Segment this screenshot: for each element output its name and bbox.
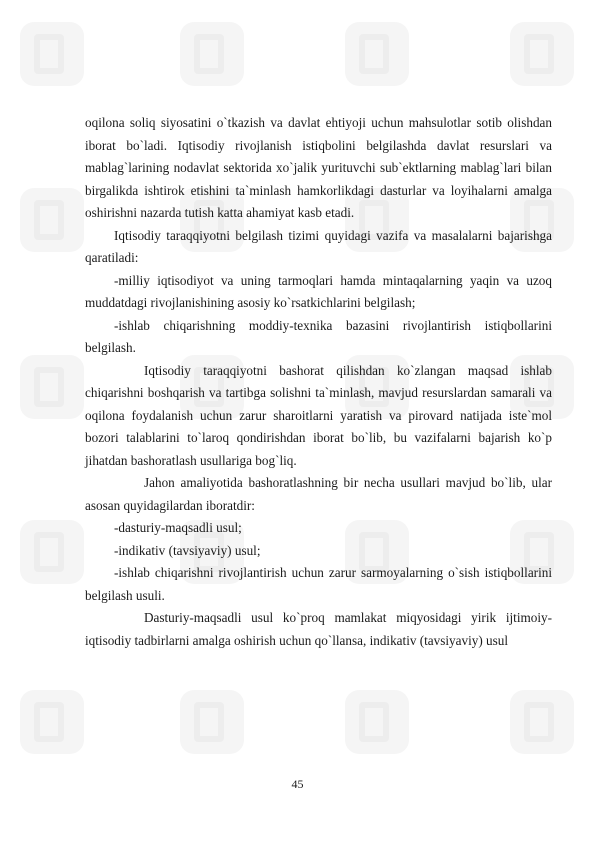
document-watermark-icon [345,22,409,86]
document-watermark-icon [180,690,244,754]
document-watermark-icon [20,690,84,754]
document-watermark-icon [510,22,574,86]
list-item: -ishlab chiqarishning moddiy-texnika bazasini rivojlantirish istiqbollarini belgilash. [85,317,552,355]
paragraph: Iqtisodiy taraqqiyotni bashorat qilishdan ko`zlangan maqsad ishlab chiqarishni boshqarish va tartibga solishni ta`minlash, mavjud resurslardan samarali va oqilona foydalanish uchun zarur sharoitlarni yaratish va pirovard natijada iste`mol bozori talablarini to`laroq qondirishdan iborat bo`lib, bu vazifalarni bajarish ko`p jihatdan bashoratlash usullariga bog`liq. [85,362,552,468]
paragraph: Iqtisodiy taraqqiyotni belgilash tizimi quyidagi vazifa va masalalarni bajarishga qaratiladi: [85,227,552,265]
list-item: -ishlab chiqarishni rivojlantirish uchun zarur sarmoyalarning o`sish istiqbollarini belgilash usuli. [85,565,552,603]
document-watermark-icon [20,188,84,252]
page-number: 45 [291,777,304,791]
paragraph: Dasturiy-maqsadli usul ko`proq mamlakat miqyosidagi yirik ijtimoiy-iqtisodiy tadbirlarni amalga oshirish uchun qo`llansa, indikativ (tavsiyaviy) usul [85,610,552,648]
document-watermark-icon [20,520,84,584]
document-body [85,112,552,652]
document-watermark-icon [20,22,84,86]
paragraph: oqilona soliq siyosatini o`tkazish va davlat ehtiyoji uchun mahsulotlar sotib olishdan iborat bo`ladi. Iqtisodiy rivojlanish istiqbolini belgilashda davlat resurslari va mablag`larining nodavlat sektorida xo`jalik yurituvchi sub`ektlarning mablag`lari bilan birgalikda ishtirok etishini ta`minlash hamkorlikdagi dasturlar va loyihalarni amalga oshirishni nazarda tutish katta ahamiyat kasb etadi. [85,115,552,220]
document-watermark-icon [180,22,244,86]
list-item: -dasturiy-maqsadli usul; [114,520,242,535]
document-watermark-icon [345,690,409,754]
list-item: -indikativ (tavsiyaviy) usul; [114,542,261,558]
list-item: -milliy iqtisodiyot va uning tarmoqlari hamda mintaqalarning yaqin va uzoq muddatdagi rivojlanishining asosiy ko`rsatkichlarini belgilash; [85,272,552,310]
document-watermark-icon [510,690,574,754]
paragraph: Jahon amaliyotida bashoratlashning bir necha usullari mavjud bo`lib, ular asosan quyidagilardan iboratdir: [85,475,552,513]
document-watermark-icon [20,355,84,419]
